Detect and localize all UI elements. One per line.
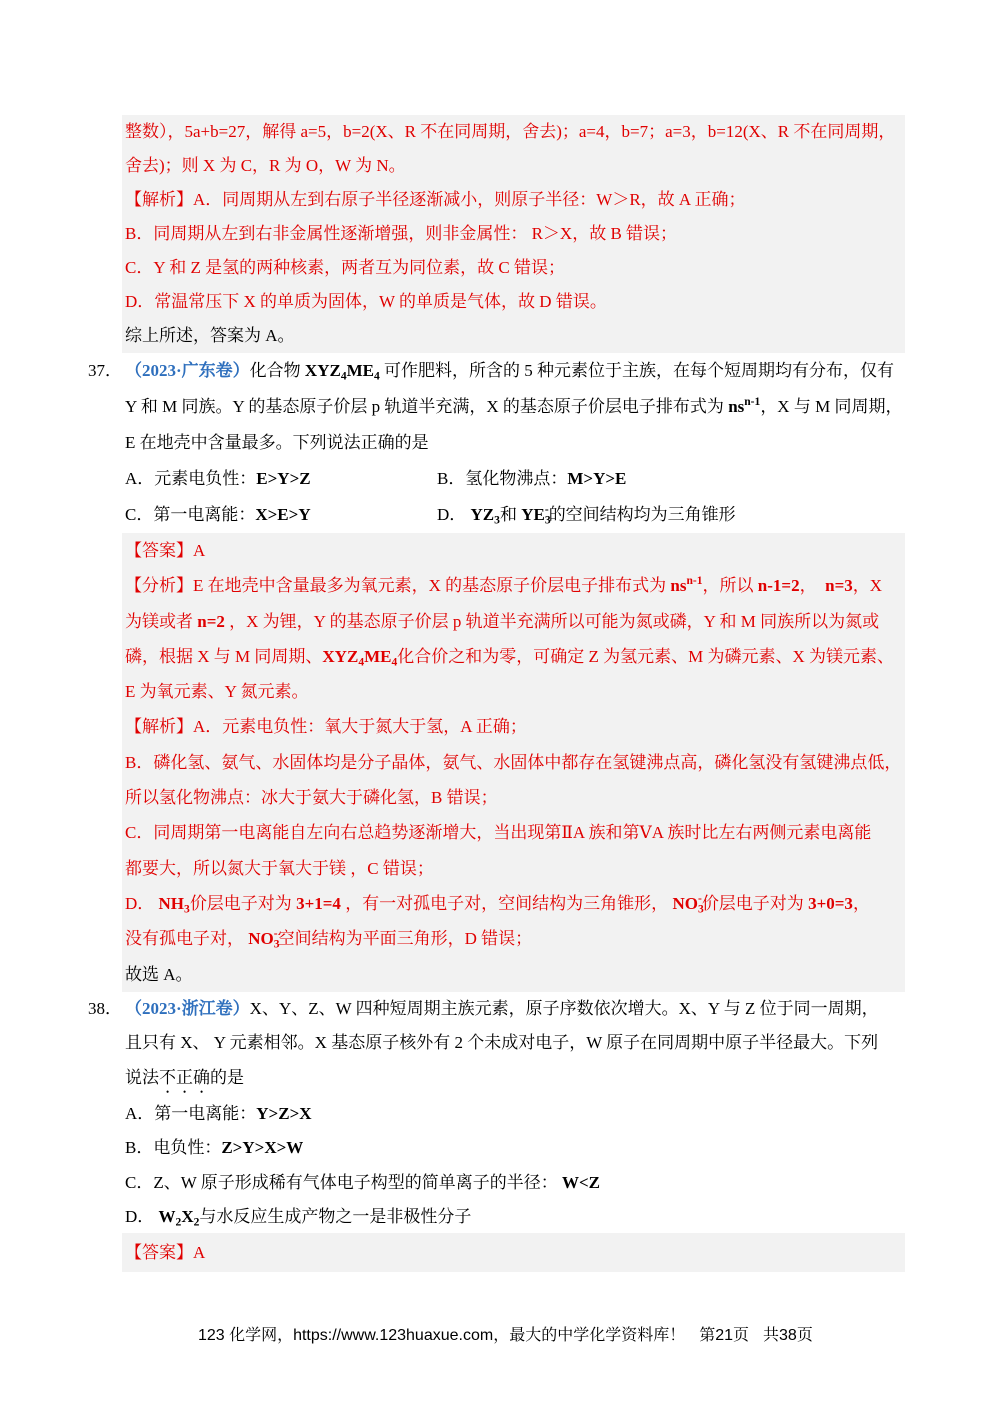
page-number: 第21页 (699, 1327, 750, 1344)
formula: X (181, 1207, 194, 1227)
text-run: B．氢化物沸点： (437, 469, 568, 488)
text-run: D． (125, 1207, 159, 1227)
formula-subscript: 3 (184, 902, 190, 916)
question-number: 37． (88, 361, 122, 380)
formula: W<Z (561, 1172, 600, 1192)
solution-line (125, 533, 905, 568)
text-run: 所以氢化物沸点：冰大于氨大于磷化氢，B 错误； (125, 788, 498, 808)
question-38 (88, 992, 905, 1234)
formula-subscript: 4 (374, 369, 380, 383)
solution-line (125, 568, 905, 603)
solution-line (125, 149, 905, 183)
answer-option (437, 497, 905, 533)
formula-subscript: 2 (175, 1215, 182, 1229)
text-run: A．第一电离能： (125, 1103, 257, 1123)
question-37 (88, 353, 905, 533)
text-run: ，有一对孤电子对，空间结构为三角锥形， (340, 893, 673, 913)
formula-superscript: n-1 (686, 574, 703, 588)
stem-line (125, 992, 905, 1026)
solution-line (125, 639, 905, 674)
answer-option (125, 1131, 905, 1165)
formula: Y>Z>X (256, 1103, 312, 1123)
text-run: 都要大，所以氮大于氧大于镁 ，C 错误； (125, 858, 434, 878)
formula: ME (346, 361, 374, 380)
stem-line (125, 425, 905, 461)
question-37-solution (122, 533, 905, 992)
formula: n=2 (197, 611, 225, 631)
text-run: 的空间结构均为三角锥形 (548, 505, 736, 524)
text-run: C．同周期第一电离能自左向右总趋势逐渐增大，当出现第ⅡA 族和第ⅤA 族时比左右两侧元素电离能 (125, 823, 872, 843)
text-run: 整数），5a+b=27，解得 a=5，b=2(X、R 不在同周期，舍去)；a=4，b=7；a=3，b=12(X、R 不在同周期， (125, 122, 896, 141)
text-run: 化合物 (249, 361, 305, 380)
formula: YE (521, 505, 545, 524)
answer-option (125, 1166, 905, 1200)
formula: YZ (470, 505, 495, 524)
formula-subscript: 3 (544, 513, 551, 527)
solution-line (125, 1233, 905, 1272)
page-footer (0, 1294, 993, 1378)
formula: Z>Y>X>W (221, 1138, 304, 1158)
formula-subscript: 4 (340, 369, 347, 383)
answer-options (125, 461, 905, 533)
formula-subscript: 3 (697, 902, 704, 916)
text-run: 价层电子对为 (189, 893, 297, 913)
answer-option (125, 1097, 905, 1131)
solution-line (125, 815, 905, 850)
text-run: 综上所述，答案为 A。 (125, 326, 295, 345)
formula-superscript: n-1 (744, 395, 761, 409)
solution-line (125, 604, 905, 639)
formula: XYZ (304, 361, 341, 380)
text-run: 可作肥料，所含的 5 种元素位于主族，在每个短周期均有分布，仅有 (379, 361, 895, 380)
solution-line (125, 709, 905, 744)
answer-option (125, 461, 437, 497)
text-run: 价层电子对为 (701, 893, 809, 913)
formula: ns (670, 576, 687, 596)
footer-site-text: 123 化学网，https://www.123huaxue.com，最大的中学化学资料库！ (197, 1327, 686, 1344)
formula: 3+0=3 (808, 893, 853, 913)
text-run: C．Z、W 原子形成稀有气体电子构型的简单离子的半径： (125, 1172, 562, 1192)
text-run: ，X 与 M 同周期， (760, 397, 903, 416)
formula: E>Y>Z (256, 469, 311, 488)
formula-superscript: - (697, 892, 702, 906)
text-run: 【答案】A (125, 541, 206, 560)
answer-option (125, 1200, 905, 1234)
formula: 3+1=4 (296, 893, 341, 913)
answer-options (125, 1097, 905, 1235)
stem-line (125, 353, 905, 389)
text-run: D． (125, 893, 159, 913)
solution-line (125, 285, 905, 319)
stem-line (125, 1061, 905, 1097)
text-run: 空间结构为平面三角形，D 错误； (277, 929, 533, 949)
solution-line (125, 886, 905, 921)
question-38-solution (122, 1233, 905, 1272)
text-run: D．常温常压下 X 的单质为固体，W 的单质是气体，故 D 错误。 (125, 292, 607, 311)
formula: ME (364, 646, 392, 666)
text-run: 没有孤电子对， (125, 929, 249, 949)
text-run: 且只有 X、 Y 元素相邻。X 基态原子核外有 2 个未成对电子，W 原子在同周期中原子半径最大。下列 (125, 1033, 879, 1053)
text-run: 【解析】A．同周期从左到右原子半径逐渐减小，则原子半径：W＞R，故 A 正确； (125, 190, 746, 209)
formula: NH (158, 893, 185, 913)
text-run: E 为氧元素、Y 氮元素。 (125, 682, 309, 702)
formula-subscript: 4 (391, 655, 398, 669)
formula: n=3 (825, 576, 853, 596)
question-number: 38． (88, 999, 122, 1018)
solution-line (125, 251, 905, 285)
text-run: 和 (499, 505, 522, 524)
text-run: B．电负性： (125, 1138, 222, 1158)
text-run: C．Y 和 Z 是氢的两种核素，两者互为同位素，故 C 错误； (125, 258, 565, 277)
text-run: ， (799, 576, 826, 596)
answer-option (125, 497, 437, 533)
formula-subscript: 3 (494, 513, 500, 527)
solution-line (125, 217, 905, 251)
formula-superscript: - (273, 927, 278, 941)
text-run: 舍去)；则 X 为 C，R 为 O，W 为 N。 (125, 156, 406, 175)
text-run: C．第一电离能： (125, 505, 256, 524)
solution-line (125, 674, 905, 709)
text-run: 【解析】A．元素电负性：氧大于氮大于氢，A 正确； (125, 717, 527, 737)
previous-question-solution (122, 115, 905, 353)
formula: NO (672, 893, 698, 913)
source-tag: （2023·浙江卷） (125, 999, 250, 1018)
text-run: 为镁或者 (125, 611, 198, 631)
text-run: D． (437, 505, 471, 524)
formula: ns (728, 397, 745, 416)
text-run: A．元素电负性： (125, 469, 257, 488)
text-run: B．磷化氢、氨气、水固体均是分子晶体，氨气、水固体中都存在氢键沸点高，磷化氢没有氢键沸点低， (125, 752, 902, 772)
solution-line (125, 780, 905, 815)
text-run: ，X (852, 576, 883, 596)
text-run: Y 和 M 同族。Y 的基态原子价层 p 轨道半充满，X 的基态原子价层电子排布式为 (125, 397, 729, 416)
formula-subscript: 4 (358, 655, 365, 669)
text-run: E 在地壳中含量最多。下列说法正确的是 (125, 433, 429, 452)
formula-superscript: - (544, 503, 549, 517)
solution-line (125, 921, 905, 956)
page-total: 共38页 (763, 1327, 813, 1344)
formula: n-1=2 (757, 576, 800, 596)
text-run: 说法 (125, 1067, 159, 1087)
question-stem (125, 992, 905, 1097)
formula: X>E>Y (255, 505, 311, 524)
solution-line (125, 851, 905, 886)
formula: XYZ (322, 646, 359, 666)
formula-subscript: 3 (273, 937, 280, 951)
text-run: 磷，根据 X 与 M 同周期、 (125, 646, 323, 666)
solution-line (125, 319, 905, 353)
question-stem (125, 353, 905, 461)
text-run: B．同周期从左到右非金属性逐渐增强，则非金属性： R＞X，故 B 错误； (125, 224, 678, 243)
text-run: X、Y、Z、W 四种短周期主族元素，原子序数依次增大。X、Y 与 Z 位于同一周期， (249, 999, 879, 1018)
emphasized-text: 不正确 (159, 1067, 210, 1087)
solution-line (125, 183, 905, 217)
formula: W (158, 1207, 176, 1227)
solution-line (125, 957, 905, 992)
text-run: 故选 A。 (125, 964, 193, 984)
formula: M>Y>E (567, 469, 627, 488)
source-tag: （2023·广东卷） (125, 361, 250, 380)
text-run: ，X 为锂，Y 的基态原子价层 p 轨道半充满所以可能为氮或磷，Y 和 M 同族所以为氮或 (224, 611, 880, 631)
text-run: 化合价之和为零，可确定 Z 为氢元素、M 为磷元素、X 为镁元素、 (397, 646, 895, 666)
formula-subscript: 2 (193, 1215, 200, 1229)
text-run: ， (852, 893, 870, 913)
stem-line (125, 1026, 905, 1060)
text-run: ，所以 (702, 576, 758, 596)
text-run: 【分析】E 在地壳中含量最多为氧元素，X 的基态原子价层电子排布式为 (125, 576, 671, 596)
formula: NO (248, 929, 274, 949)
solution-line (125, 745, 905, 780)
text-run: 的是 (210, 1067, 244, 1087)
text-run: 【答案】A (125, 1243, 206, 1262)
text-run: 与水反应生成产物之一是非极性分子 (199, 1207, 472, 1227)
stem-line (125, 389, 905, 425)
answer-option (437, 461, 905, 497)
solution-line (125, 115, 905, 149)
